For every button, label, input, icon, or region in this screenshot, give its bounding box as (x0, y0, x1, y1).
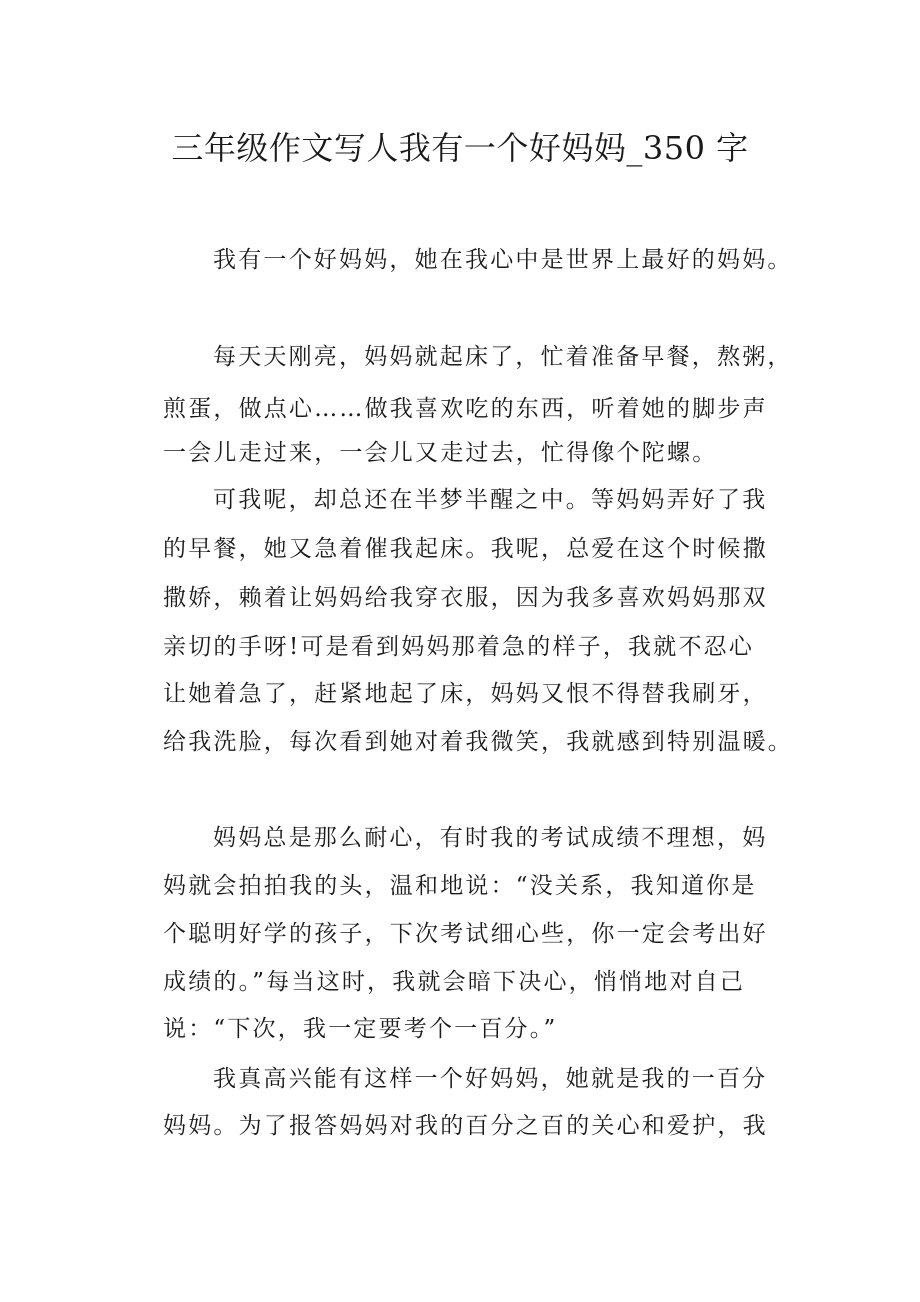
paragraph-4-line-3: 个聪明好学的孩子，下次考试细心些，你一定会考出好 (163, 921, 768, 947)
paragraph-4-line-2: 妈就会拍拍我的头，温和地说：“没关系，我知道你是 (163, 873, 757, 899)
paragraph-3-line-6: 给我洗脸，每次看到她对着我微笑，我就感到特别温暖。 (163, 729, 793, 755)
paragraph-2-line-2: 煎蛋，做点心……做我喜欢吃的东西，听着她的脚步声 (163, 396, 768, 422)
paragraph-3-line-4: 亲切的手呀!可是看到妈妈那着急的样子，我就不忍心 (163, 634, 755, 660)
paragraph-4-line-4: 成绩的。”每当这时，我就会暗下决心，悄悄地对自己 (163, 969, 746, 995)
paragraph-4-line-5: 说：“下次，我一定要考个一百分。” (163, 1016, 558, 1042)
paragraph-5-line-2: 妈妈。为了报答妈妈对我的百分之百的关心和爱护，我 (163, 1113, 768, 1139)
document-title: 三年级作文写人我有一个好妈妈_350 字 (171, 129, 749, 167)
paragraph-5-line-1: 我真高兴能有这样一个好妈妈，她就是我的一百分 (213, 1066, 768, 1092)
paragraph-3-line-2: 的早餐，她又急着催我起床。我呢，总爱在这个时候撒 (163, 536, 768, 562)
paragraph-3-line-3: 撒娇，赖着让妈妈给我穿衣服，因为我多喜欢妈妈那双 (163, 585, 768, 611)
paragraph-2-line-1: 每天天刚亮，妈妈就起床了，忙着准备早餐，熬粥， (213, 344, 793, 370)
paragraph-3-line-5: 让她着急了，赶紧地起了床，妈妈又恨不得替我刷牙， (163, 681, 768, 707)
paragraph-3-line-1: 可我呢，却总还在半梦半醒之中。等妈妈弄好了我 (213, 487, 768, 513)
paragraph-1-line-1: 我有一个好妈妈，她在我心中是世界上最好的妈妈。 (213, 247, 793, 273)
paragraph-2-line-3: 一会儿走过来，一会儿又走过去，忙得像个陀螺。 (163, 440, 718, 466)
paragraph-4-line-1: 妈妈总是那么耐心，有时我的考试成绩不理想，妈 (213, 825, 768, 851)
